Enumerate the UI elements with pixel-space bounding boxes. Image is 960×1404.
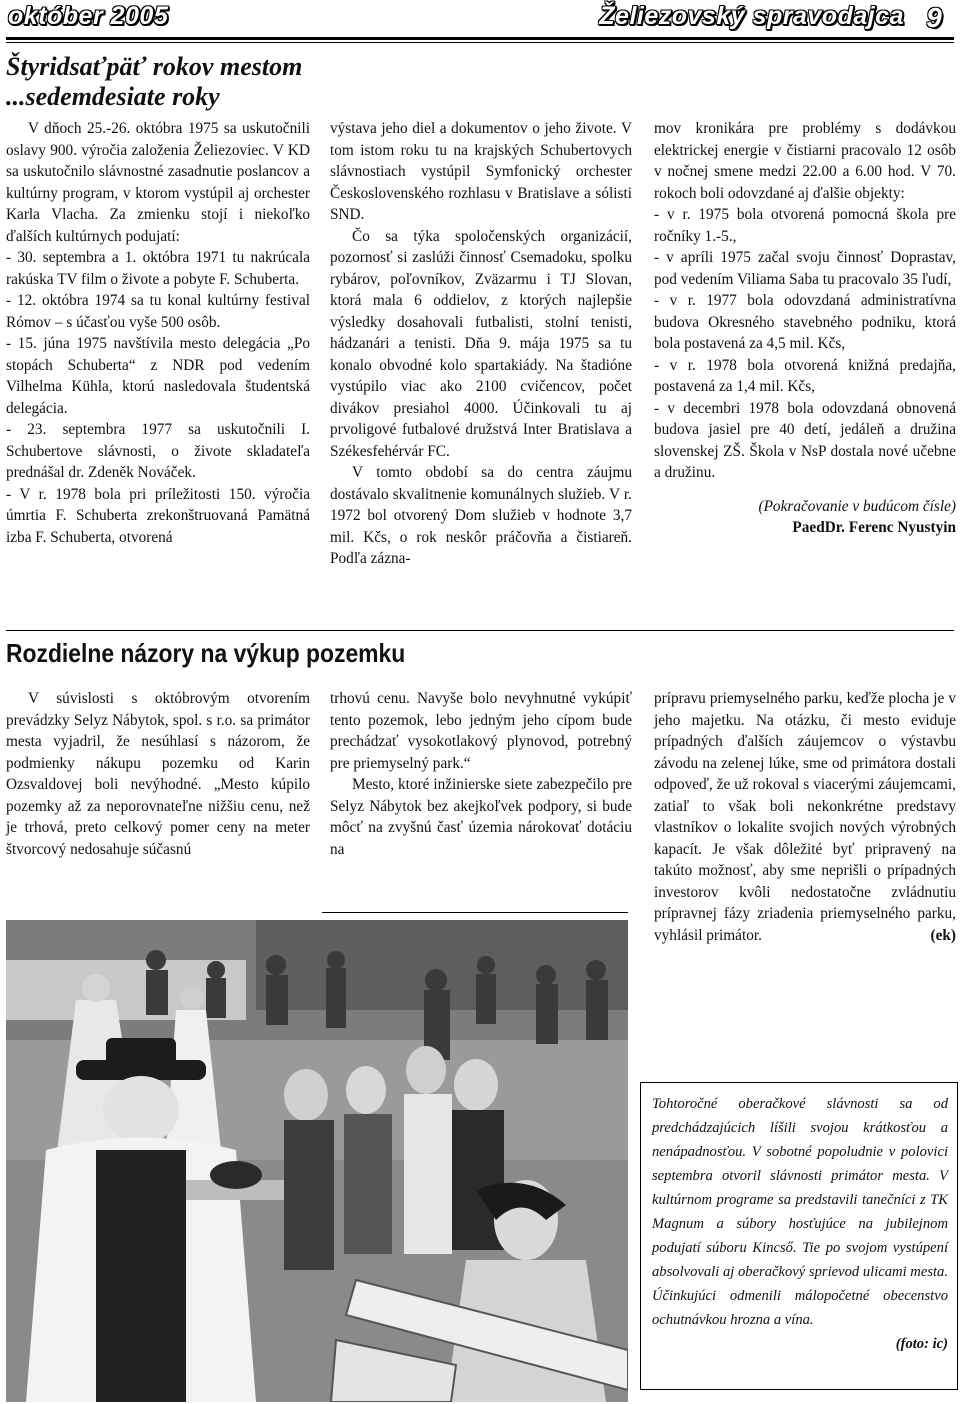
paragraph: - 23. septembra 1977 sa uskutočnili I. Schubertove slávnosti, o živote skladateľa prednášal dr. Zdeněk Nováček.: [6, 421, 310, 481]
paragraph: - v apríli 1975 začal svoju činnosť Doprastav, pod vedením Viliama Saba tu pracovalo 35 ľudí,: [654, 249, 956, 288]
paragraph: - v r. 1975 bola otvorená pomocná škola pre ročníky 1.-5.,: [654, 206, 956, 245]
paragraph: Mesto, ktoré inžinierske siete zabezpečilo pre Selyz Nábytok bez akejkoľvek podpory, si bude môcť na zvyšnú časť územia nárokovať dotáciu na: [330, 776, 632, 858]
paragraph: - v r. 1978 bola otvorená knižná predajňa, postavená za 1,4 mil. Kčs,: [654, 356, 956, 395]
issue-month: október 2005: [8, 2, 169, 30]
paragraph: mov kronikára pre problémy s dodávkou elektrickej energie v čistiarni pracovalo 12 osôb v nočnej smene medzi 22.00 a 6.00 hod. V 70. rokoch boli odovzdané aj ďalšie objekty:: [654, 120, 956, 202]
header-rule-thin: [6, 42, 954, 43]
festival-photo-illustration: [6, 920, 628, 1402]
article2-title: Rozdielne názory na výkup pozemku: [6, 638, 406, 668]
photo-credit: (foto: ic): [895, 1336, 948, 1352]
article1-column-1: [6, 118, 310, 548]
article1-column-2: [330, 118, 632, 570]
paragraph: - v r. 1977 bola odovzdaná administratívna budova Okresného stavebného podniku, ktorá bola postavená za 4,5 mil. Kčs,: [654, 292, 956, 352]
article-subtitle: ...sedemdesiate roky: [6, 82, 220, 111]
paragraph: V súvislosti s októbrovým otvorením prevádzky Selyz Nábytok, spol. s r.o. sa primátor mesta vyjadril, že nesúhlasí s názorom, že podmienky nákupu pozemku od Karin Ozsvaldovej boli nevýhodné. „Mesto kúpilo pozemky až za neporovnateľne nižšiu cenu, než je trhová, preto celkový pomer ceny na meter štvorcový nedosahuje súčasnú: [6, 690, 310, 858]
author-signature: PaedDr. Ferenc Nyustyin: [792, 519, 956, 536]
article-title: Štyridsaťpäť rokov mestom: [6, 52, 303, 81]
article1-column-3: [654, 118, 956, 539]
paragraph: prípravu priemyselného parku, keďže plocha je v jeho majetku. Na otázku, či mesto eviduje prípadných ďalších záujemcov o výstavbu závodu na zelenej lúke, sme od primátora dostali odpoveď, že už rokoval s viacerými záujemcami, zatiaľ to však boli nekonkrétne predstavy vlastníkov o lokalite svojich nových výrobných kapacít. Je však dôležité byť pripravený na takúto možnosť, aby sme neprišli o prípadných investorov kvôli nedostatočne zvládnutiu prípravnej fázy zriadenia priemyselného parku, vyhlásil primátor.: [654, 690, 956, 944]
paragraph: - 12. októbra 1974 sa tu konal kultúrny festival Rómov – s účasťou vyše 500 osôb.: [6, 292, 310, 331]
paragraph: - 30. septembra a 1. októbra 1971 tu nakrúcala rakúska TV film o živote a pobyte F. Schuberta.: [6, 249, 310, 288]
article2-column-3: [654, 688, 956, 947]
article2-column-2: [330, 688, 632, 860]
column-divider: [322, 912, 628, 913]
paragraph: výstava jeho diel a dokumentov o jeho živote. V tom istom roku tu na krajských Schubertovych slávnostiach vystúpil Symfonický orchester Československého rozhlasu v Bratislave a sólisti SND.: [330, 120, 632, 223]
header-rule: [6, 37, 954, 40]
paragraph: V tomto období sa do centra záujmu dostávalo skvalitnenie komunálnych služieb. V r. 1972 bol otvorený Dom služieb v hodnote 3,7 mil. Kčs, o rok neskôr práčovňa a čistiareň. Podľa zázna-: [330, 464, 632, 567]
continuation-note: (Pokračovanie v budúcom čísle): [758, 497, 956, 515]
paragraph: trhovú cenu. Navyše bolo nevyhnutné vykúpiť tento pozemok, lebo jedným jeho cípom bude prechádzať vysokotlakový plynovod, potrebný pre priemyselný park.“: [330, 690, 632, 772]
article2-signature: (ek): [930, 927, 956, 944]
paragraph: Čo sa týka spoločenských organizácií, pozornosť si zaslúži činnosť Csemadoku, spolku rybárov, poľovníkov, Zväzarmu i TJ Slovan, ktorá mala 6 oddielov, z ktorých najlepšie výsledky dosahovali futbalisti, stolní tenisti, hádzanári a tenisti. Dňa 9. mája 1975 sa tu konalo obvodné kolo spartakiády. Na štadióne vystúpilo viac ako 2100 cvičencov, počet divákov presiahol 4000. Účinkovali tu aj prvoligové futbalové družstvá Inter Bratislava a Székesfehérvár FC.: [330, 227, 632, 460]
article2-column-1: [6, 688, 310, 860]
page-number: 9: [912, 0, 956, 36]
paragraph: - v decembri 1978 bola odovzdaná obnovená budova jasiel pre 40 detí, jedáleň a družina slovenskej ZŠ. Škola v NsP dostala nové učebne a družinu.: [654, 399, 956, 481]
paragraph: - 15. júna 1975 navštívila mesto delegácia „Po stopách Schuberta“ z NDR pod vedením Vilhelma Kühla, ktorú nasledovala študentská delegácia.: [6, 335, 310, 417]
paragraph: V dňoch 25.-26. októbra 1975 sa uskutočnili oslavy 900. výročia založenia Želiezoviec. V KD sa uskutočnilo slávnostné zasadnutie poslancov a kultúrny program, v ktorom vystúpil aj orchester Karla Vlacha. Za zmienku stojí i niekoľko ďalších kultúrnych podujatí:: [6, 120, 310, 245]
caption-text: Tohtoročné oberačkové slávnosti sa od predchádzajúcich líšili svojou krátkosťou a nenápadnosťou. V sobotné popoludnie v polovici septembra otvoril slávnosti primátor mesta. V kultúrnom programe sa predstavili tanečníci z TK Magnum a súbory hosťujúce na jubilejnom podujatí súboru Kincső. Tie po svojom vystúpení absolvovali aj oberačkový sprievod ulicami mesta. Účinkujúci odmenili málopočetné obecenstvo ochutnávkou hrozna a vína.: [652, 1096, 948, 1328]
festival-photo: [6, 920, 628, 1402]
photo-caption: [652, 1092, 948, 1356]
paragraph: - V r. 1978 bola pri príležitosti 150. výročia úmrtia F. Schuberta zrekonštruovaná Pamätná izba F. Schuberta, otvorená: [6, 485, 310, 546]
section-divider: [6, 630, 954, 631]
publication-title: Želiezovský spravodajca: [599, 2, 904, 30]
